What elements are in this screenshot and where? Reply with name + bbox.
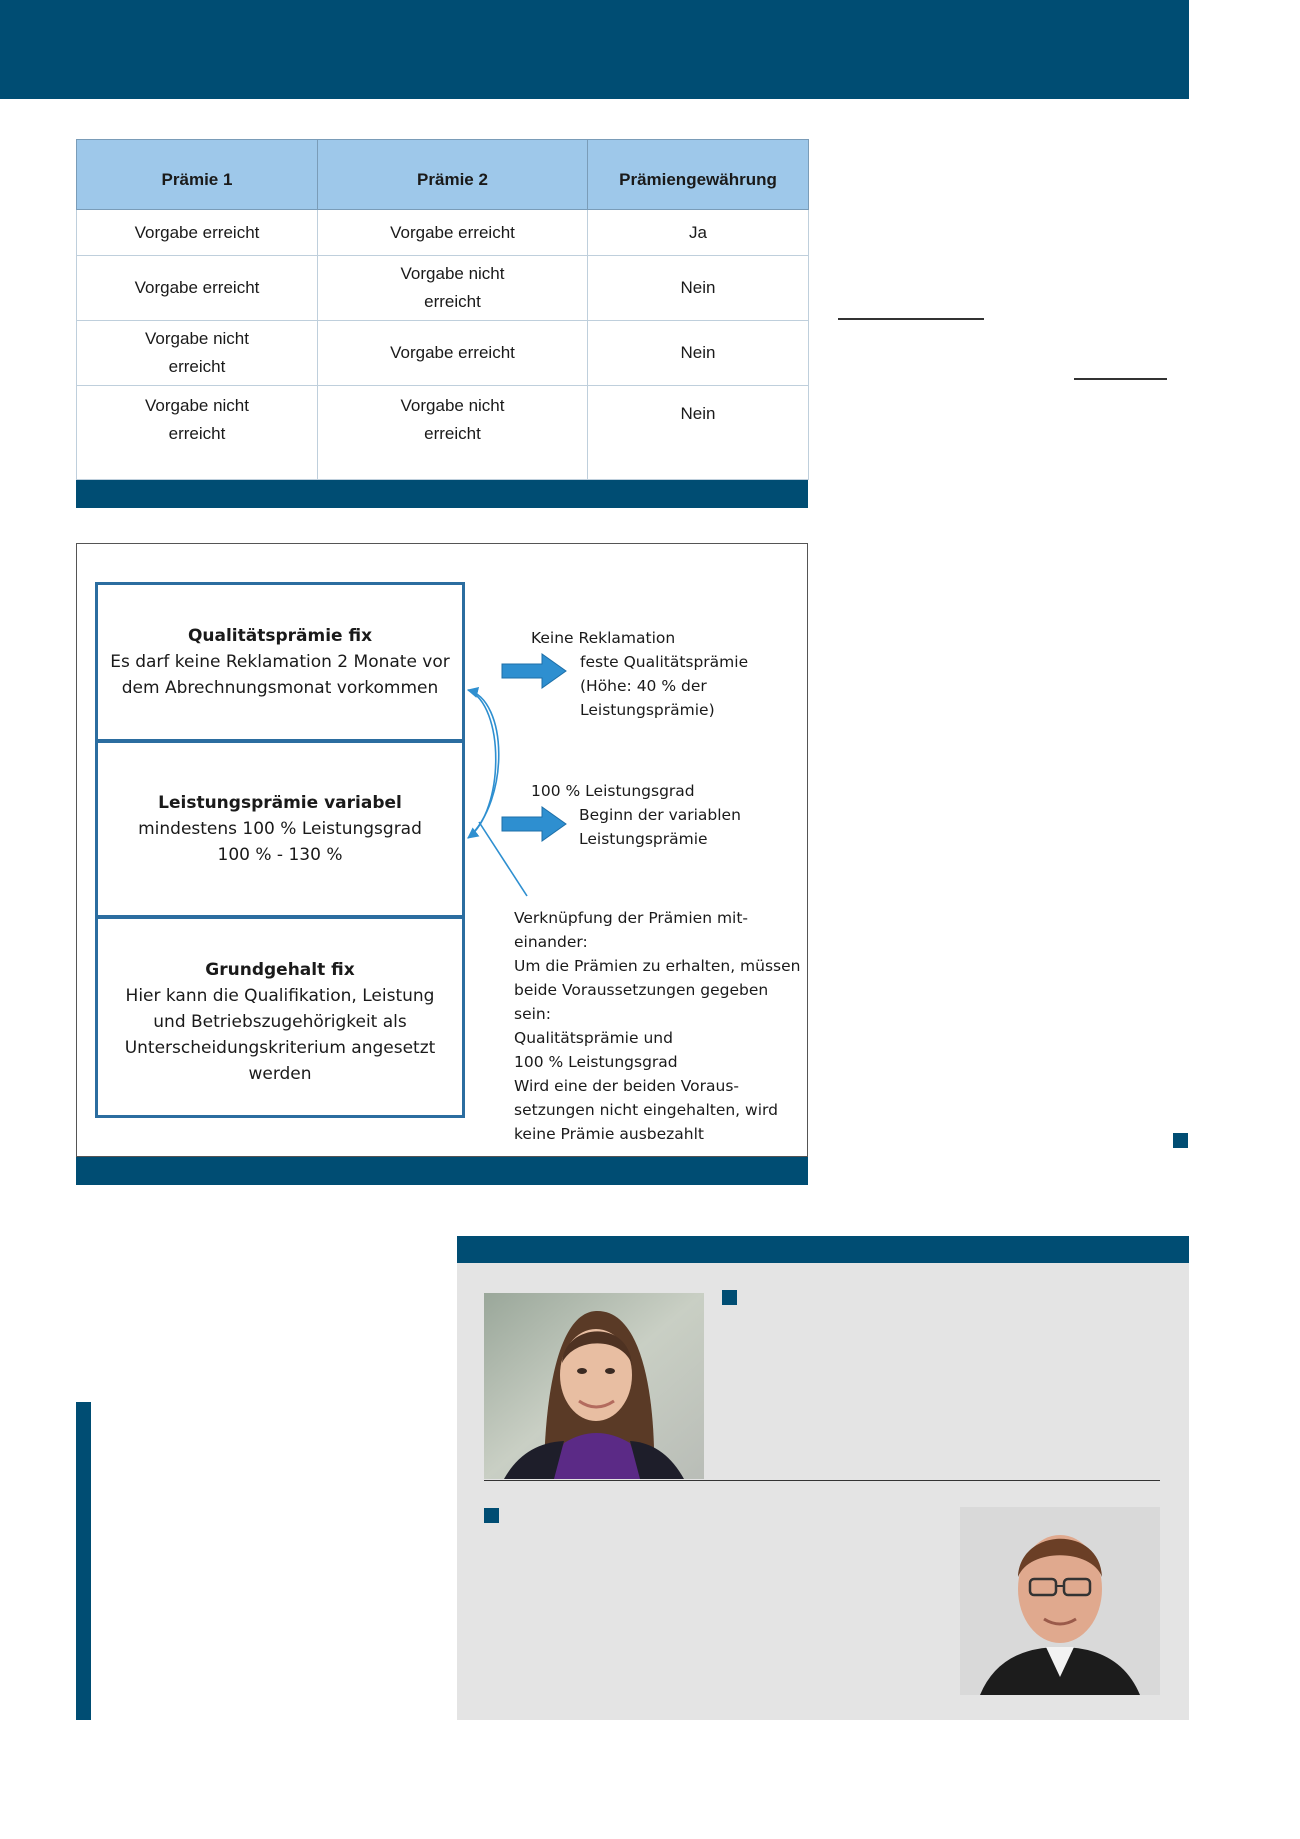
end-marker-square [1173, 1133, 1188, 1148]
quality-bonus-title: Qualitätsprämie fix [187, 626, 373, 646]
curved-link-arrow-icon [468, 690, 499, 838]
note-no-complaint-body [580, 650, 748, 722]
table-cell: Nein [588, 386, 809, 480]
note-line: beide Voraussetzungen gegeben sein: [514, 981, 769, 1023]
header-praemiengewaehrung: Prämiengewährung [588, 140, 809, 210]
header-praemie-1: Prämie 1 [77, 140, 318, 210]
note-linkage [514, 906, 804, 1146]
note-no-complaint-head: Keine Reklamation [531, 629, 676, 647]
author-marker-square [484, 1508, 499, 1523]
author-photo-woman [484, 1293, 704, 1479]
note-line: einander: [514, 933, 588, 951]
base-salary-line: Hier kann die Qualifikation, Leistung [125, 986, 435, 1006]
note-line: Verknüpfung der Prämien mit- [514, 909, 749, 927]
performance-bonus-title: Leistungsprämie variabel [158, 793, 402, 813]
right-arrow-icon [502, 654, 566, 688]
cell-text: Vorgabe nicht erreicht [145, 329, 249, 376]
note-line: (Höhe: 40 % der [580, 677, 707, 695]
note-line: keine Prämie ausbezahlt [514, 1125, 704, 1143]
note-performance-body [579, 803, 741, 851]
author-divider [484, 1480, 1160, 1481]
table-cell: Vorgabe erreicht [318, 210, 588, 256]
cell-text: Vorgabe nicht erreicht [400, 396, 505, 443]
author-photo-man [960, 1507, 1160, 1695]
left-side-bar [76, 1402, 91, 1720]
note-line: Beginn der variablen [579, 806, 741, 824]
table-cell: Vorgabe erreicht [318, 321, 588, 386]
quality-bonus-line: dem Abrechnungsmonat vorkommen [121, 678, 439, 698]
table-cell: Nein [588, 321, 809, 386]
note-line: Leistungsprämie [579, 830, 708, 848]
table-cell: Vorgabe erreicht [77, 256, 318, 321]
note-line: Um die Prämien zu erhalten, müssen [514, 957, 801, 975]
header-praemie-2: Prämie 2 [318, 140, 588, 210]
table-cell: Ja [588, 210, 809, 256]
performance-bonus-line: mindestens 100 % Leistungsgrad [138, 819, 422, 839]
note-line: Qualitätsprämie und [514, 1029, 673, 1047]
note-line: Leistungsprämie) [580, 701, 715, 719]
note-performance-head: 100 % Leistungsgrad [531, 782, 695, 800]
table-cell: Nein [588, 256, 809, 321]
note-line: feste Qualitätsprämie [580, 653, 749, 671]
quality-bonus-line: Es darf keine Reklamation 2 Monate vor [110, 652, 450, 672]
base-salary-line: und Betriebszugehörigkeit als [153, 1012, 407, 1032]
author-box-header [457, 1236, 1189, 1263]
author-marker-square [722, 1290, 737, 1305]
base-salary-line: werden [248, 1064, 312, 1084]
performance-bonus-line: 100 % - 130 % [217, 845, 343, 865]
note-line: Wird eine der beiden Voraus- [514, 1077, 740, 1095]
right-arrow-icon [502, 807, 566, 841]
cell-text: Vorgabe nicht erreicht [145, 396, 249, 443]
table-cell: Vorgabe erreicht [77, 210, 318, 256]
note-line: 100 % Leistungsgrad [514, 1053, 678, 1071]
base-salary-line: Unterscheidungskriterium angesetzt [124, 1038, 436, 1058]
pointer-line [479, 822, 527, 896]
note-line: setzungen nicht eingehalten, wird [514, 1101, 778, 1119]
base-salary-title: Grundgehalt fix [205, 960, 355, 980]
cell-text: Vorgabe nicht erreicht [400, 264, 505, 311]
